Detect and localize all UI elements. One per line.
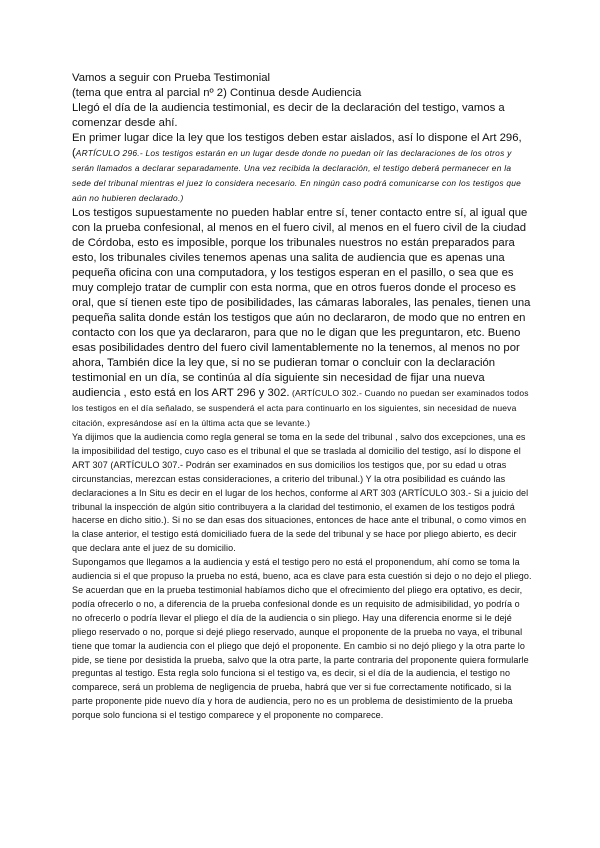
paragraph-pliego: Supongamos que llegamos a la audiencia y está el testigo pero no está el proponendum, ahí como se toma la audiencia si el que propuso la prueba no está, bueno, aca es clave para esta cuestión si dejo o no dejo el pliego. Se acuerdan que en la prueba testimonial habíamos dicho que el ofrecimiento del pliego era optativo, es decir, podía ofrecerlo o no, a diferencia de la prueba confesional donde es un requisito de admisibilidad, yo podría o no ofrecerlo o podría llevar el pliego el día de la audiencia o sin pliego. Hay una diferencia enorme si le dejé pliego reservado o no, porque si dejé pliego reservado, aunque el proponente de la prueba no vaya, el tribunal tiene que tomar la audiencia con el pliego que dejó el proponente. En cambio si no dejó pliego y la otra parte lo pide, se tiene por desistida la prueba, salvo que la otra parte, la parte contraria del proponente quiera formularle preguntas al testigo. Esta regla solo funciona si el testigo va, es decir, si el día de la audiencia, el testigo no comparece, será un problema de negligencia de prueba, habrá que ver si fue correctamente notificado, si la parte proponente pide nuevo día y hora de audiencia, pero no es un problema de desistimiento de la prueba porque solo funciona si el testigo comparece y el proponente no comparece. [72,557,532,721]
article-296-quote: ARTÍCULO 296.- Los testigos estarán en un lugar desde donde no puedan oír las declaraciones de los otros y serán llamados a declarar separadamente. Una vez recibida la declaración, el testigo deberá permanecer en la sede del tribunal mientras el juez lo considera necesario. En ningún caso podrá comunicarse con los testigos que aún no hubieren declarado.) [72,148,522,203]
paragraph-exceptions: Ya dijimos que la audiencia como regla general se toma en la sede del tribunal , salvo dos excepciones, una es la imposibilidad del testigo, cuyo caso es el tribunal el que se traslada al domicilio del testigo, así lo dispone el ART 307 (ARTÍCULO 307.- Podrán ser examinados en sus domicilios los testigos que, por su edad u otras circunstancias, merezcan estas consideraciones, a criterio del tribunal.) Y la otra posibilidad es cuándo las declaraciones a In Situ es decir en el lugar de los hechos, conforme al ART 303 (ARTÍCULO 303.- Si a juicio del tribunal la inspección de algún sitio contribuyera a la claridad del testimonio, el examen de los testigos podrá hacerse en dicho sitio.). Si no se dan esas dos situaciones, entonces de hace ante el tribunal, o como vimos en la clase anterior, el testigo está domiciliado fuera de la sede del tribunal y se hace por pliego abierto, es decir que declara ante el juez de su domicilio. [72,432,529,554]
article-302-quote: (ARTÍCULO 302.- Cuando no puedan ser examinados todos los testigos en el día señalado, se suspenderá el acta para continuarlo en los siguientes, sin necesidad de nueva citación, expresándose así en la última acta que se levante.) [72,388,529,428]
heading-line-2: (tema que entra al parcial nº 2) Continua desde Audiencia [72,87,362,99]
paragraph-witnesses [72,206,532,431]
heading-line-1: Vamos a seguir con Prueba Testimonial [72,72,271,84]
paragraph-isolation-text: En primer lugar dice la ley que los testigos deben estar aislados, así lo dispone el Art 296, ( [72,132,522,159]
document-body [72,71,532,723]
paragraph-intro: Llegó el día de la audiencia testimonial, es decir de la declaración del testigo, vamos a comenzar desde ahí. [72,102,505,129]
paragraph-witnesses-text: Los testigos supuestamente no pueden hablar entre sí, tener contacto entre sí, al igual que con la prueba confesional, al menos en el fuero civil, al menos en el fuero civil de la ciudad de Córdoba, esto es imposible, porque los tribunales nuestros no están preparados para esto, los tribunales civiles tenemos apenas una salita de audiencia que es apenas una pequeña oficina con una computadora, y los testigos esperan en el pasillo, o sea que es muy complejo tratar de cumplir con esta norma, que en otros fueros donde el proceso es oral, que sí tienen este tipo de posibilidades, las cámaras laborales, las penales, tienen una pequeña salita donde están los testigos que aún no declararon, de modo que no entren en contacto con los que ya declararon, para que no le digan que les preguntaron, etc. Bueno esas posibilidades dentro del fuero civil lamentablemente no la tenemos, al menos no por ahora, También dice la ley que, si no se pudieran tomar o concluir con la declaración testimonial en un día, se continúa al día siguiente sin necesidad de fijar una nueva audiencia , esto está en los ART 296 y 302. [72,207,531,399]
paragraph-isolation [72,131,532,206]
